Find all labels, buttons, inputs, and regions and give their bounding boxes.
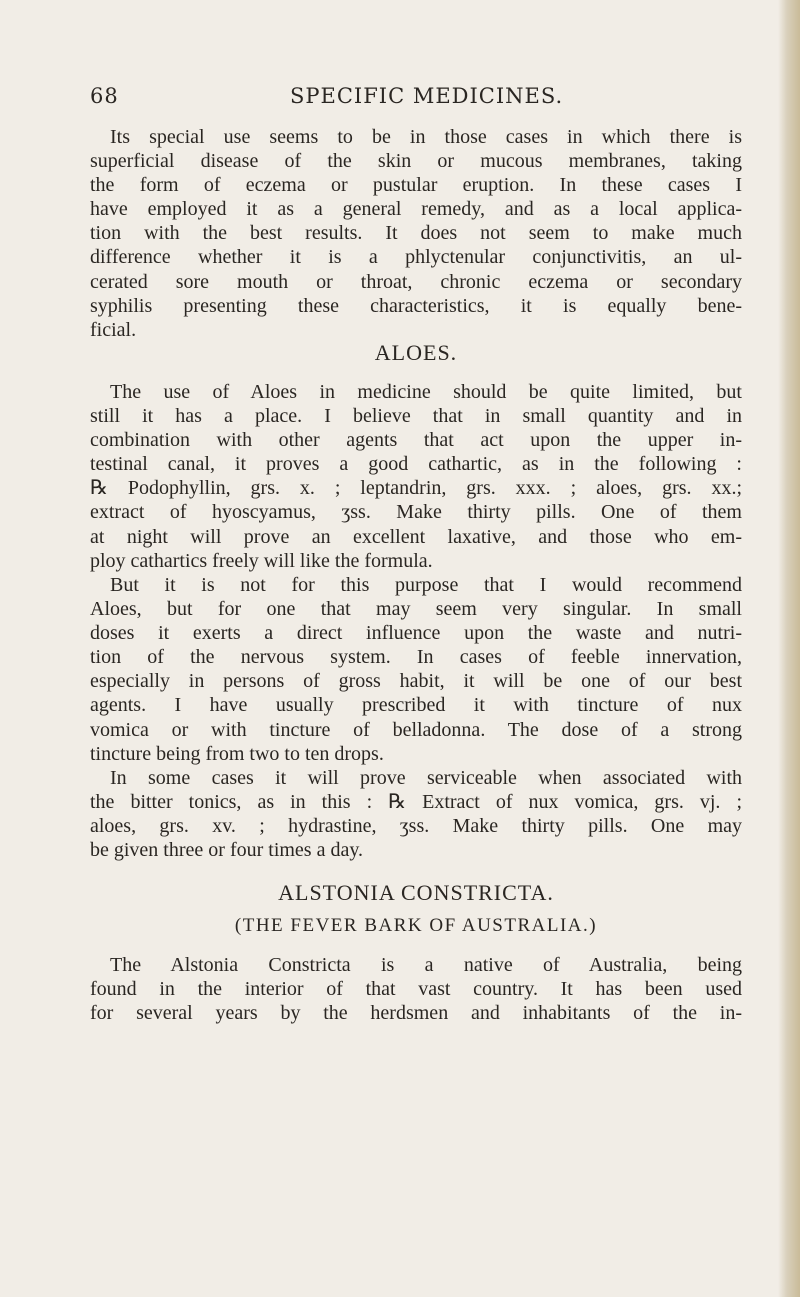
text-line: difference whether it is a phlyctenular conjunctivitis, an ul- [90, 246, 742, 269]
text-line: combination with other agents that act upon the upper in- [90, 429, 742, 452]
paragraph-aloes-use [90, 380, 742, 573]
text-line: tion with the best results. It does not seem to make much [90, 222, 742, 245]
text-line: tion of the nervous system. In cases of feeble innervation, [90, 646, 742, 669]
page-edge-shadow [778, 0, 800, 1297]
text-line: for several years by the herdsmen and inhabitants of the in- [90, 1002, 742, 1025]
text-line: Aloes, but for one that may seem very singular. In small [90, 598, 742, 621]
text-line: superficial disease of the skin or mucous membranes, taking [90, 150, 742, 173]
text-line: Its special use seems to be in those cases in which there is [110, 126, 742, 148]
text-line: extract of hyoscyamus, ʒss. Make thirty pills. One of them [90, 501, 742, 524]
running-head: SPECIFIC MEDICINES. [290, 84, 564, 108]
text-line: ℞ Podophyllin, grs. x. ; leptandrin, grs. xxx. ; aloes, grs. xx.; [90, 477, 742, 500]
page-header [90, 84, 735, 114]
section-heading-aloes: ALOES. [374, 340, 458, 365]
section-heading-alstonia: ALSTONIA CONSTRICTA. [278, 880, 554, 905]
text-line: the bitter tonics, as in this : ℞ Extract of nux vomica, grs. vj. ; [90, 791, 742, 814]
text-line: the form of eczema or pustular eruption. In these cases I [90, 174, 742, 197]
text-line: ploy cathartics freely will like the formula. [90, 549, 433, 572]
text-line: But it is not for this purpose that I would recommend [110, 574, 742, 596]
paragraph-special-use [90, 125, 742, 342]
text-line: vomica or with tincture of belladonna. The dose of a strong [90, 718, 742, 741]
text-line: found in the interior of that vast country. It has been used [90, 978, 742, 1001]
section-subheading-alstonia: (THE FEVER BARK OF AUSTRALIA.) [234, 915, 598, 936]
text-line: The use of Aloes in medicine should be quite limited, but [110, 381, 742, 403]
text-line: testinal canal, it proves a good cathartic, as in the following : [90, 453, 742, 476]
text-line: tincture being from two to ten drops. [90, 742, 384, 765]
paragraph-alstonia-origin [90, 953, 742, 1025]
text-line: syphilis presenting these characteristics, it is equally bene- [90, 294, 742, 317]
paragraph-aloes-bitter-tonics [90, 766, 742, 862]
text-line: agents. I have usually prescribed it with tincture of nux [90, 694, 742, 717]
text-line: The Alstonia Constricta is a native of Australia, being [110, 954, 742, 976]
text-line: especially in persons of gross habit, it will be one of our best [90, 670, 742, 693]
text-line: at night will prove an excellent laxative, and those who em- [90, 525, 742, 548]
text-line: still it has a place. I believe that in small quantity and in [90, 405, 742, 428]
text-line: be given three or four times a day. [90, 839, 364, 862]
text-line: doses it exerts a direct influence upon the waste and nutri- [90, 622, 742, 645]
text-line: aloes, grs. xv. ; hydrastine, ʒss. Make thirty pills. One may [90, 815, 742, 838]
paragraph-aloes-nervous-system [90, 573, 742, 766]
text-line: In some cases it will prove serviceable when associated with [110, 767, 742, 789]
text-line: ficial. [90, 318, 137, 341]
page-number: 68 [90, 84, 119, 108]
text-line: cerated sore mouth or throat, chronic eczema or secondary [90, 270, 742, 293]
text-line: have employed it as a general remedy, and as a local applica- [90, 198, 742, 221]
